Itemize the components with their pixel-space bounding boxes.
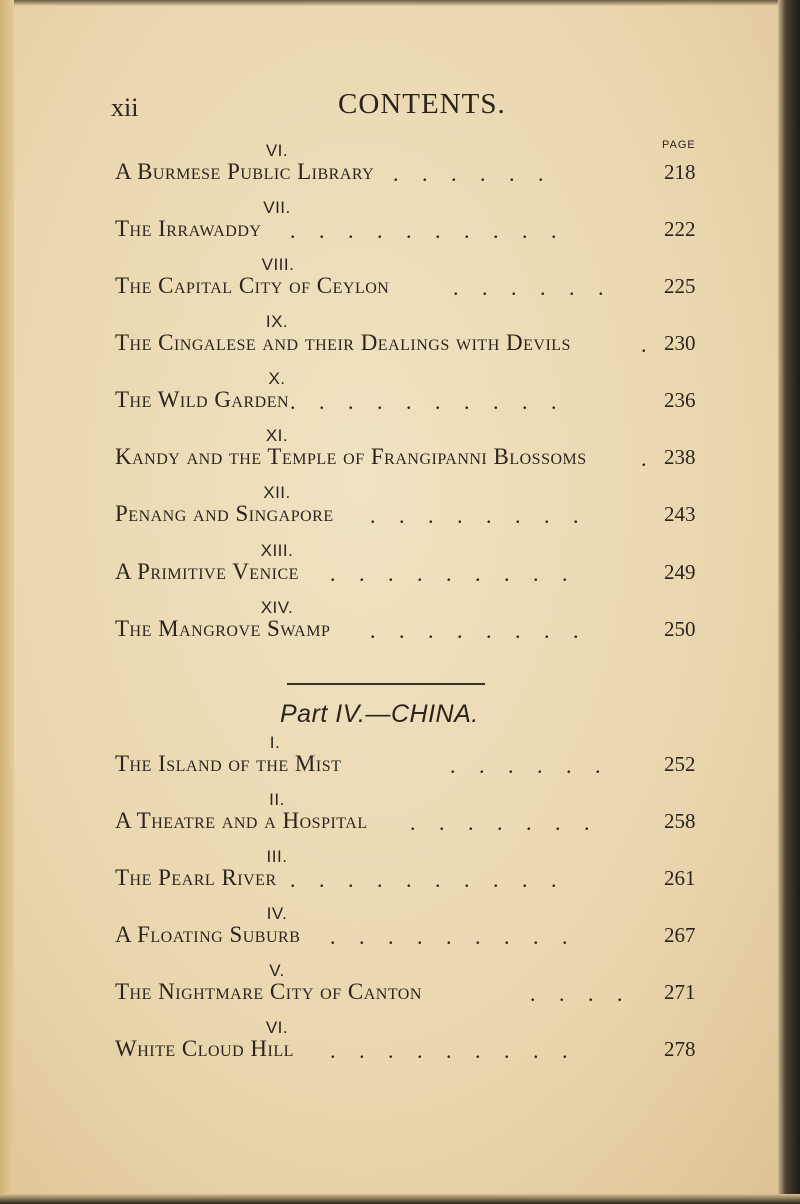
page-number: 230 <box>664 331 696 355</box>
page-number: 222 <box>664 217 696 241</box>
chapter-title: A Theatre and a Hospital <box>115 808 368 833</box>
page-number: 250 <box>664 617 696 641</box>
chapter-numeral: XIV. <box>260 598 294 617</box>
chapter-title: The Nightmare City of Canton <box>115 979 422 1004</box>
chapter-title: White Cloud Hill <box>115 1036 294 1061</box>
toc-entry <box>0 598 800 652</box>
page-number: 261 <box>664 866 696 890</box>
dot-leader: . . . . <box>530 981 632 1006</box>
chapter-title: The Mangrove Swamp <box>115 616 331 641</box>
toc-entry <box>0 961 800 1015</box>
page-number: 252 <box>664 752 696 776</box>
page-number: 243 <box>664 502 696 526</box>
chapter-numeral: III. <box>266 847 288 866</box>
toc-entry <box>0 312 800 366</box>
chapter-title: The Island of the Mist <box>115 751 342 776</box>
chapter-title: A Floating Suburb <box>115 922 301 947</box>
chapter-numeral: IV. <box>266 904 288 923</box>
page-number: 238 <box>664 445 696 469</box>
dot-leader: . . . . . . . . . . <box>290 218 566 243</box>
chapter-numeral: VII. <box>263 198 291 217</box>
toc-entry <box>0 426 800 480</box>
dot-leader: . <box>641 332 656 357</box>
page-number: 236 <box>664 388 696 412</box>
toc-entry <box>0 541 800 595</box>
chapter-numeral: VI. <box>265 1018 289 1037</box>
dot-leader: . . . . . . . . . <box>330 1038 577 1063</box>
chapter-numeral: I. <box>269 733 281 752</box>
page-number: 271 <box>664 980 696 1004</box>
dot-leader: . . . . . . <box>453 275 613 300</box>
dot-leader: . . . . . . . . <box>370 503 588 528</box>
toc-entry <box>0 733 800 787</box>
toc-entry <box>0 904 800 958</box>
page-top-edge <box>0 0 800 6</box>
chapter-title: The Wild Garden <box>115 387 290 412</box>
chapter-title: The Irrawaddy <box>115 216 262 241</box>
page-bottom-edge <box>0 1194 800 1204</box>
toc-entry <box>0 1018 800 1072</box>
part-heading: Part IV.—CHINA. <box>280 700 479 728</box>
toc-entry <box>0 483 800 537</box>
chapter-title: The Pearl River <box>115 865 277 890</box>
chapter-title: The Capital City of Ceylon <box>115 273 390 298</box>
toc-entry <box>0 141 800 195</box>
chapter-numeral: II. <box>269 790 285 809</box>
chapter-numeral: XII. <box>263 483 291 502</box>
chapter-numeral: IX. <box>265 312 289 331</box>
page-number: 258 <box>664 809 696 833</box>
chapter-numeral: V. <box>269 961 285 980</box>
dot-leader: . . . . . . . . . <box>330 561 577 586</box>
chapter-title: Kandy and the Temple of Frangipanni Blossoms <box>115 444 587 469</box>
toc-entry <box>0 369 800 423</box>
dot-leader: . . . . . . . . . . <box>290 867 566 892</box>
dot-leader: . . . . . . <box>393 161 553 186</box>
chapter-numeral: X. <box>268 369 286 388</box>
page-number: 267 <box>664 923 696 947</box>
chapter-numeral: XI. <box>265 426 289 445</box>
page-number: 278 <box>664 1037 696 1061</box>
chapter-title: A Primitive Venice <box>115 559 299 584</box>
folio-number: xii <box>111 93 139 122</box>
chapter-numeral: VIII. <box>261 255 295 274</box>
chapter-title: The Cingalese and their Dealings with Devils <box>115 330 571 355</box>
page-number: 218 <box>664 160 696 184</box>
dot-leader: . . . . . . . . . . <box>290 389 566 414</box>
toc-entry <box>0 198 800 252</box>
toc-entry <box>0 790 800 844</box>
chapter-title: A Burmese Public Library <box>115 159 375 184</box>
page-number: 225 <box>664 274 696 298</box>
dot-leader: . <box>641 446 656 471</box>
section-divider <box>287 683 485 685</box>
dot-leader: . . . . . . . . <box>370 618 588 643</box>
chapter-numeral: XIII. <box>260 541 294 560</box>
toc-entry <box>0 847 800 901</box>
dot-leader: . . . . . . <box>450 753 610 778</box>
toc-entry <box>0 255 800 309</box>
dot-leader: . . . . . . . . . <box>330 924 577 949</box>
page-column-label: PAGE <box>662 139 696 151</box>
dot-leader: . . . . . . . <box>410 810 599 835</box>
page-number: 249 <box>664 560 696 584</box>
running-head: CONTENTS. <box>338 88 506 120</box>
chapter-title: Penang and Singapore <box>115 501 334 526</box>
chapter-numeral: VI. <box>265 141 289 160</box>
